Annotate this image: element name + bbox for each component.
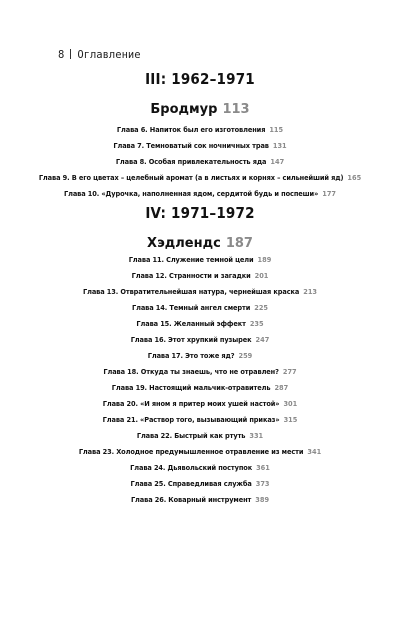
section-page: 113: [222, 102, 250, 117]
chapter-page: 287: [274, 384, 289, 392]
chapter-page: 177: [322, 190, 337, 198]
toc-entry[interactable]: [0, 459, 400, 474]
part-title-3: III: 1962–1971: [145, 70, 255, 88]
chapter-title: Глава 15. Желанный эффект: [136, 320, 246, 328]
running-title: Оглавление: [77, 49, 141, 61]
chapter-title: Глава 13. Отвратительнейшая натура, чернейшая краска: [83, 288, 300, 296]
chapter-title: Глава 9. В его цветах – целебный аромат (а в листьях и корнях – сильнейший яд): [38, 174, 344, 182]
toc-entry[interactable]: [0, 185, 400, 200]
toc-entry[interactable]: [0, 363, 400, 378]
chapter-page: 331: [249, 432, 264, 440]
section-name: Хэдлендс: [147, 236, 221, 251]
chapter-page: 259: [238, 352, 253, 360]
toc-entry[interactable]: [0, 443, 400, 458]
chapter-page: 373: [255, 480, 270, 488]
chapter-title: Глава 8. Особая привлекательность яда: [115, 158, 267, 166]
toc-entry[interactable]: [0, 251, 400, 266]
chapter-page: 389: [255, 496, 270, 504]
toc-entry[interactable]: [0, 331, 400, 346]
chapter-page: 189: [257, 256, 272, 264]
chapter-title: Глава 18. Откуда ты знаешь, что не отравлен?: [103, 368, 279, 376]
chapter-page: 341: [307, 448, 322, 456]
chapter-title: Глава 14. Темный ангел смерти: [131, 304, 251, 312]
toc-entry[interactable]: [0, 347, 400, 362]
chapter-title: Глава 22. Быстрый как ртуть: [136, 432, 246, 440]
toc-entry[interactable]: [0, 299, 400, 314]
chapter-title: Глава 17. Это тоже яд?: [147, 352, 235, 360]
chapter-page: 225: [254, 304, 268, 312]
toc-entry[interactable]: [0, 283, 400, 298]
running-header: [58, 49, 141, 61]
section-title-broadmoor[interactable]: [0, 98, 400, 117]
toc-entry[interactable]: [0, 411, 400, 426]
toc-entry[interactable]: [0, 491, 400, 506]
toc-entry[interactable]: [0, 267, 400, 282]
toc-entry[interactable]: [0, 475, 400, 490]
toc-entry[interactable]: [0, 121, 400, 136]
chapter-title: Глава 25. Справедливая служба: [130, 480, 252, 488]
toc-entry[interactable]: [0, 427, 400, 442]
chapter-title: Глава 24. Дьявольский поступок: [130, 464, 253, 472]
chapter-title: Глава 26. Коварный инструмент: [130, 496, 252, 504]
section-page: 187: [225, 236, 253, 251]
chapter-page: 115: [269, 126, 284, 134]
chapter-title: Глава 20. «И яном я притер моих ушей настой»: [102, 400, 280, 408]
chapter-page: 277: [282, 368, 297, 376]
section-name: Бродмур: [150, 102, 218, 117]
chapter-page: 235: [249, 320, 264, 328]
chapter-title: Глава 7. Темноватый сок ночничных трав: [113, 142, 269, 150]
chapter-title: Глава 6. Напиток был его изготовления: [116, 126, 266, 134]
header-divider: [70, 49, 71, 59]
chapter-page: 247: [255, 336, 270, 344]
chapter-page: 213: [303, 288, 317, 296]
chapter-title: Глава 16. Этот хрупкий пузырек: [130, 336, 252, 344]
chapter-title: Глава 19. Настоящий мальчик-отравитель: [111, 384, 271, 392]
page-number: 8: [58, 49, 65, 61]
chapter-title: Глава 12. Странности и загадки: [131, 272, 251, 280]
chapter-title: Глава 21. «Раствор того, вызывающий приказ»: [102, 416, 280, 424]
toc-entry[interactable]: [0, 395, 400, 410]
chapter-page: 165: [347, 174, 362, 182]
toc-entry[interactable]: [0, 169, 400, 184]
toc-entry[interactable]: [0, 153, 400, 168]
toc-entry[interactable]: [0, 137, 400, 152]
chapter-title: Глава 23. Холодное предумышленное отравление из мести: [78, 448, 304, 456]
chapter-title: Глава 10. «Дурочка, наполненная ядом, сердитой будь и поспеши»: [63, 190, 319, 198]
chapter-page: 315: [283, 416, 298, 424]
chapter-page: 361: [256, 464, 270, 472]
chapter-page: 147: [270, 158, 285, 166]
toc-entry[interactable]: [0, 315, 400, 330]
chapter-page: 301: [283, 400, 298, 408]
toc-entry[interactable]: [0, 379, 400, 394]
section-title-headlands[interactable]: [0, 232, 400, 251]
chapter-title: Глава 11. Служение темной цели: [128, 256, 254, 264]
chapter-page: 201: [254, 272, 269, 280]
chapter-page: 131: [272, 142, 287, 150]
part-title-4: IV: 1971–1972: [145, 204, 255, 222]
